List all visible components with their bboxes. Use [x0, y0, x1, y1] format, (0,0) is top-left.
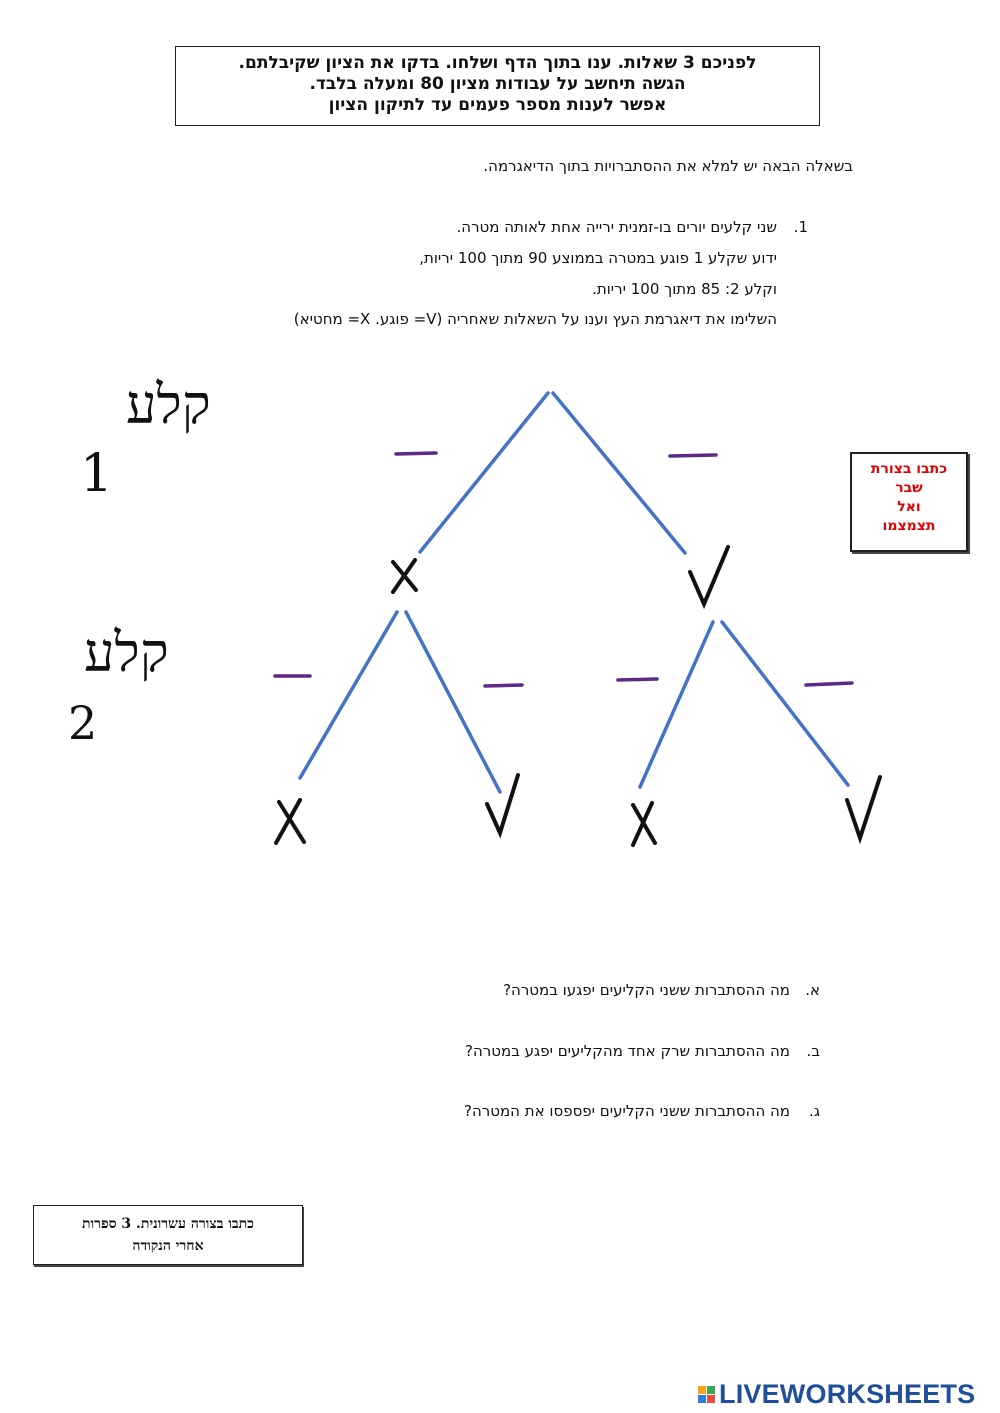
probability-blank[interactable] [396, 453, 436, 454]
subquestion-c: מה ההסתברות ששני הקליעים יפספסו את המטרה? [464, 1102, 790, 1120]
hit-mark-icon [487, 775, 518, 833]
decimal-note [33, 1205, 303, 1265]
fraction-note-line-4: תצמצמו [882, 518, 936, 534]
probability-blank[interactable] [806, 683, 852, 685]
shooter-2-label: קלע [84, 621, 169, 684]
subquestion-a: מה ההסתברות ששני הקליעים יפגעו במטרה? [503, 981, 790, 999]
subquestion-letter-b: ב. [806, 1042, 820, 1060]
shooter-1-label: קלע [126, 373, 211, 436]
question-line-4: השלימו את דיאגרמת העץ וענו על השאלות שאחריה (V= פוגע. X= מחטיא) [293, 310, 777, 328]
fraction-note-line-3: ואל [897, 499, 921, 515]
miss-mark-icon [276, 800, 304, 843]
miss-mark-icon [633, 803, 655, 845]
instructions-line-1: לפניכם 3 שאלות. ענו בתוך הדף ושלחו. בדקו את הציון שקיבלתם. [238, 53, 757, 73]
branch-2-hit-miss [640, 622, 713, 787]
question-line-2: ידוע שקלע 1 פוגע במטרה בממוצע 90 מתוך 100 יריות, [419, 249, 777, 267]
fraction-note-line-2: שבר [895, 480, 923, 496]
decimal-note-line-1: כתבו בצורה עשרונית. 3 ספרות [81, 1216, 255, 1232]
logo-mark-icon [698, 1386, 715, 1403]
decimal-note-line-2: אחרי הנקודה [132, 1238, 204, 1254]
shooter-2-number: 2 [68, 696, 98, 750]
branch-2-miss-miss [300, 612, 397, 778]
question-line-1: שני קלעים יורים בו-זמנית ירייה אחת לאותה מטרה. [456, 218, 777, 236]
miss-mark-icon [393, 560, 416, 592]
probability-blank[interactable] [670, 455, 716, 456]
subquestion-letter-c: ג. [809, 1102, 820, 1120]
question-line-3: וקלע 2: 85 מתוך 100 יריות. [592, 280, 777, 298]
hit-mark-icon [847, 777, 880, 838]
logo-text: LIVEWORKSHEETS [719, 1378, 976, 1409]
instructions-line-2: הגשה תיחשב על עבודות מציון 80 ומעלה בלבד. [309, 74, 686, 94]
subquestion-b: מה ההסתברות שרק אחד מהקליעים יפגע במטרה? [465, 1042, 790, 1060]
probability-blank[interactable] [485, 685, 522, 686]
liveworksheets-logo [698, 1378, 998, 1410]
subquestion-letter-a: א. [805, 981, 820, 999]
shooter-1-number: 1 [80, 444, 114, 504]
branch-2-miss-hit [406, 612, 500, 792]
branch-1-hit [553, 393, 685, 553]
hit-mark-icon [690, 547, 728, 604]
fraction-note-line-1: כתבו בצורת [870, 461, 948, 477]
instructions-line-3: אפשר לענות מספר פעמים עד לתיקון הציון [328, 95, 667, 115]
question-number: 1. [793, 218, 808, 236]
intro-text: בשאלה הבאה יש למלא את ההסתברויות בתוך הדיאגרמה. [483, 157, 853, 175]
probability-blank[interactable] [618, 679, 657, 680]
fraction-note [850, 452, 968, 552]
branch-1-miss [420, 393, 548, 552]
branch-2-hit-hit [722, 622, 848, 785]
